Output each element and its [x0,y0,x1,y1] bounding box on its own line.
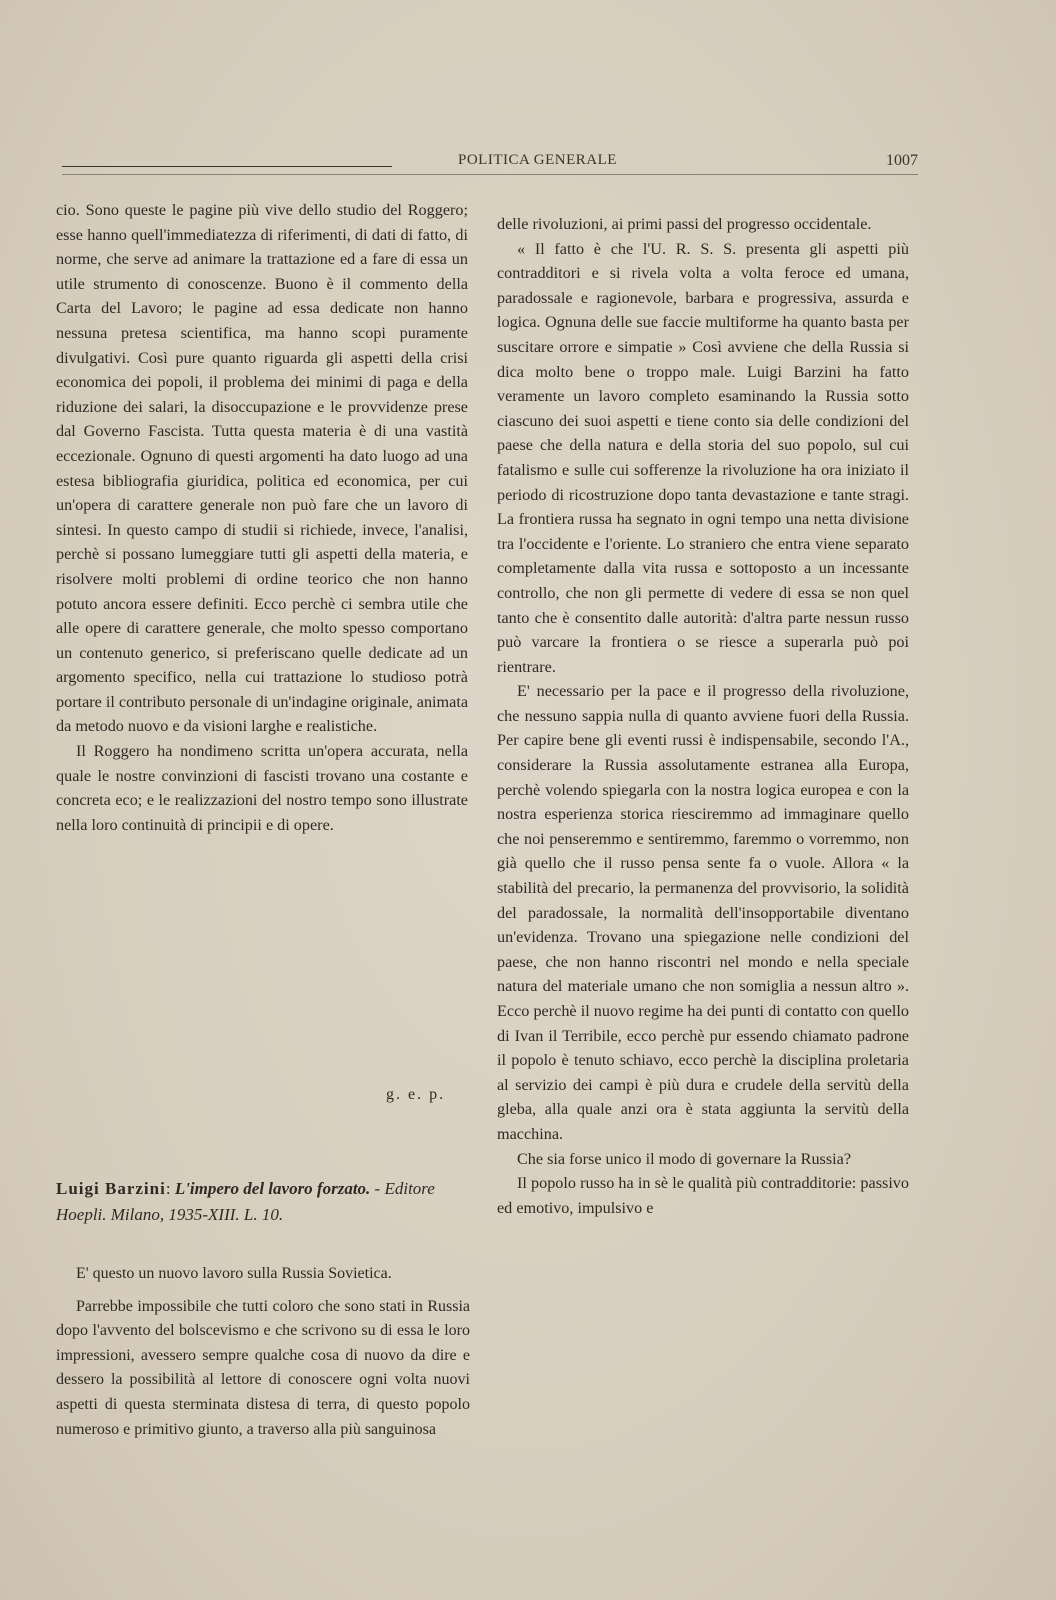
page-header [62,152,918,176]
left-column [56,198,468,837]
right-paragraph-2: « Il fatto è che l'U. R. S. S. presenta gli aspetti più contradditori e si rivela volta a volta feroce ed umana, paradossale e ragionevole, barbara e progressiva, assurda e logica. Ognuna delle sue faccie multiforme ha quanto basta per suscitare orrore e simpatie » Così avviene che della Russia si dica molto bene o troppo male. Luigi Barzini ha fatto veramente un lavoro completo esaminando la Russia sotto ciascuno dei suoi aspetti e tiene conto sia delle condizioni del paese che della natura e della storia del suo popolo, sul cui fatalismo e sulle cui sofferenze la rivoluzione ha ora iniziato il periodo di ricostruzione dopo tanta devastazione e tante stragi. La frontiera russa ha segnato in ogni tempo una netta divisione tra l'occidente e l'oriente. Lo straniero che entra viene separato completamente dalla vita russa e sottoposto a un incessante controllo, che non gli permette di vedere di essa se non quel tanto che è consentito dalle autorità: d'altra parte nessun russo può varcare la frontiera o se riesce a superarla può poi rientrare. [497,239,909,676]
right-column [497,212,909,1220]
header-underline [62,174,918,175]
review-book-title: L'impero del lavoro forzato. [174,1179,371,1198]
review-body [56,1262,470,1450]
right-paragraph-5: Il popolo russo ha in sè le qualità più contradditorie: passivo ed emotivo, impulsivo e [497,1174,909,1217]
right-paragraph-1: delle rivoluzioni, ai primi passi del progresso occidentale. [497,215,872,233]
review-author: Luigi Barzini [56,1179,166,1198]
review-publisher: - Editore Hoepli. Milano, 1935-XIII. L. 10. [56,1179,435,1224]
left-paragraph-1: cio. Sono queste le pagine più vive dello studio del Roggero; esse hanno quell'immediatezza di riferimenti, di dati di fatto, di norme, che serve ad animare la trattazione ed a fare di essa un utile strumento di conoscenze. Buono è il commento della Carta del Lavoro; le pagine ad essa dedicate non hanno nessuna pretesa scientifica, ma hanno scopi puramente divulgativi. Così pure quanto riguarda gli aspetti della crisi economica dei popoli, il problema dei minimi di paga e della riduzione dei salari, la disoccupazione e le provvidenze prese dal Governo Fascista. Tutta questa materia è di una vastità eccezionale. Ognuno di questi argomenti ha dato luogo ad una estesa bibliografia giuridica, politica ed economica, per cui un'opera di carattere generale non può fare che un lavoro di sintesi. In questo campo di studii si richiede, invece, l'analisi, perchè si possano lumeggiare tutti gli aspetti della materia, e risolvere molti problemi di ordine teorico che non hanno potuto ancora essere definiti. Ecco perchè ci sembra utile che alle opere di carattere generale, che molto spesso comportano un contenuto generico, si preferiscano quelle dedicate ad un argomento specifico, nella cui trattazione lo studioso potrà portare il contributo personale di un'indagine originale, animata da metodo nuovo e da visioni larghe e realistiche. [56,201,468,736]
right-paragraph-4: Che sia forse unico il modo di governare la Russia? [517,1149,852,1168]
author-colon: : [165,1179,175,1198]
header-rule [62,166,392,167]
running-head: POLITICA GENERALE [458,152,617,168]
review-heading [56,1176,476,1228]
page-number: 1007 [886,152,918,169]
review-paragraph-2: Parrebbe impossibile che tutti coloro che sono stati in Russia dopo l'avvento del bolscevismo e che scrivono su di essa le loro impressioni, avessero sempre qualche cosa di nuovo da dire e dessero la possibilità al lettore di conoscere ogni volta nuovi aspetti di questa sterminata distesa di terra, di questo popolo numeroso e primitivo giunto, a traverso alla più sanguinosa [56,1297,470,1438]
review-signature: g. e. p. [386,1086,446,1103]
review-paragraph-1: E' questo un nuovo lavoro sulla Russia Sovietica. [76,1265,392,1282]
left-paragraph-2: Il Roggero ha nondimeno scritta un'opera accurata, nella quale le nostre convinzioni di fascisti trovano una costante e concreta eco; e le realizzazioni del nostro tempo sono illustrate nella loro continuità di principii e di opere. [56,742,468,834]
right-paragraph-3: E' necessario per la pace e il progresso della rivoluzione, che nessuno sappia nulla di quanto avviene fuori della Russia. Per capire bene gli eventi russi è indispensabile, secondo l'A., considerare la Russia assolutamente estranea alla Europa, perchè volendo spiegarla con la nostra logica europea e con la nostra esperienza storica riesciremmo ad immaginare quello che noi penseremmo e sentiremmo, faremmo o vorremmo, non già quello che il russo pensa sente fa o vuole. Allora « la stabilità del precario, la permanenza del provvisorio, la solidità del paradossale, la normalità dell'insopportabile diventano un'evidenza. Trovano una spiegazione nelle condizioni del paese, che non hanno riscontri nel mondo e nella speciale natura del materiale umano che non somiglia a nessun altro ». Ecco perchè il nuovo regime ha dei punti di contatto con quello di Ivan il Terribile, ecco perchè pur essendo chiamato padrone il popolo è tenuto schiavo, ecco perchè la disciplina proletaria al servizio dei campi è più dura e crudele della servitù della gleba, alla quale anzi ora è stata aggiunta la servitù della macchina. [497,682,909,1143]
